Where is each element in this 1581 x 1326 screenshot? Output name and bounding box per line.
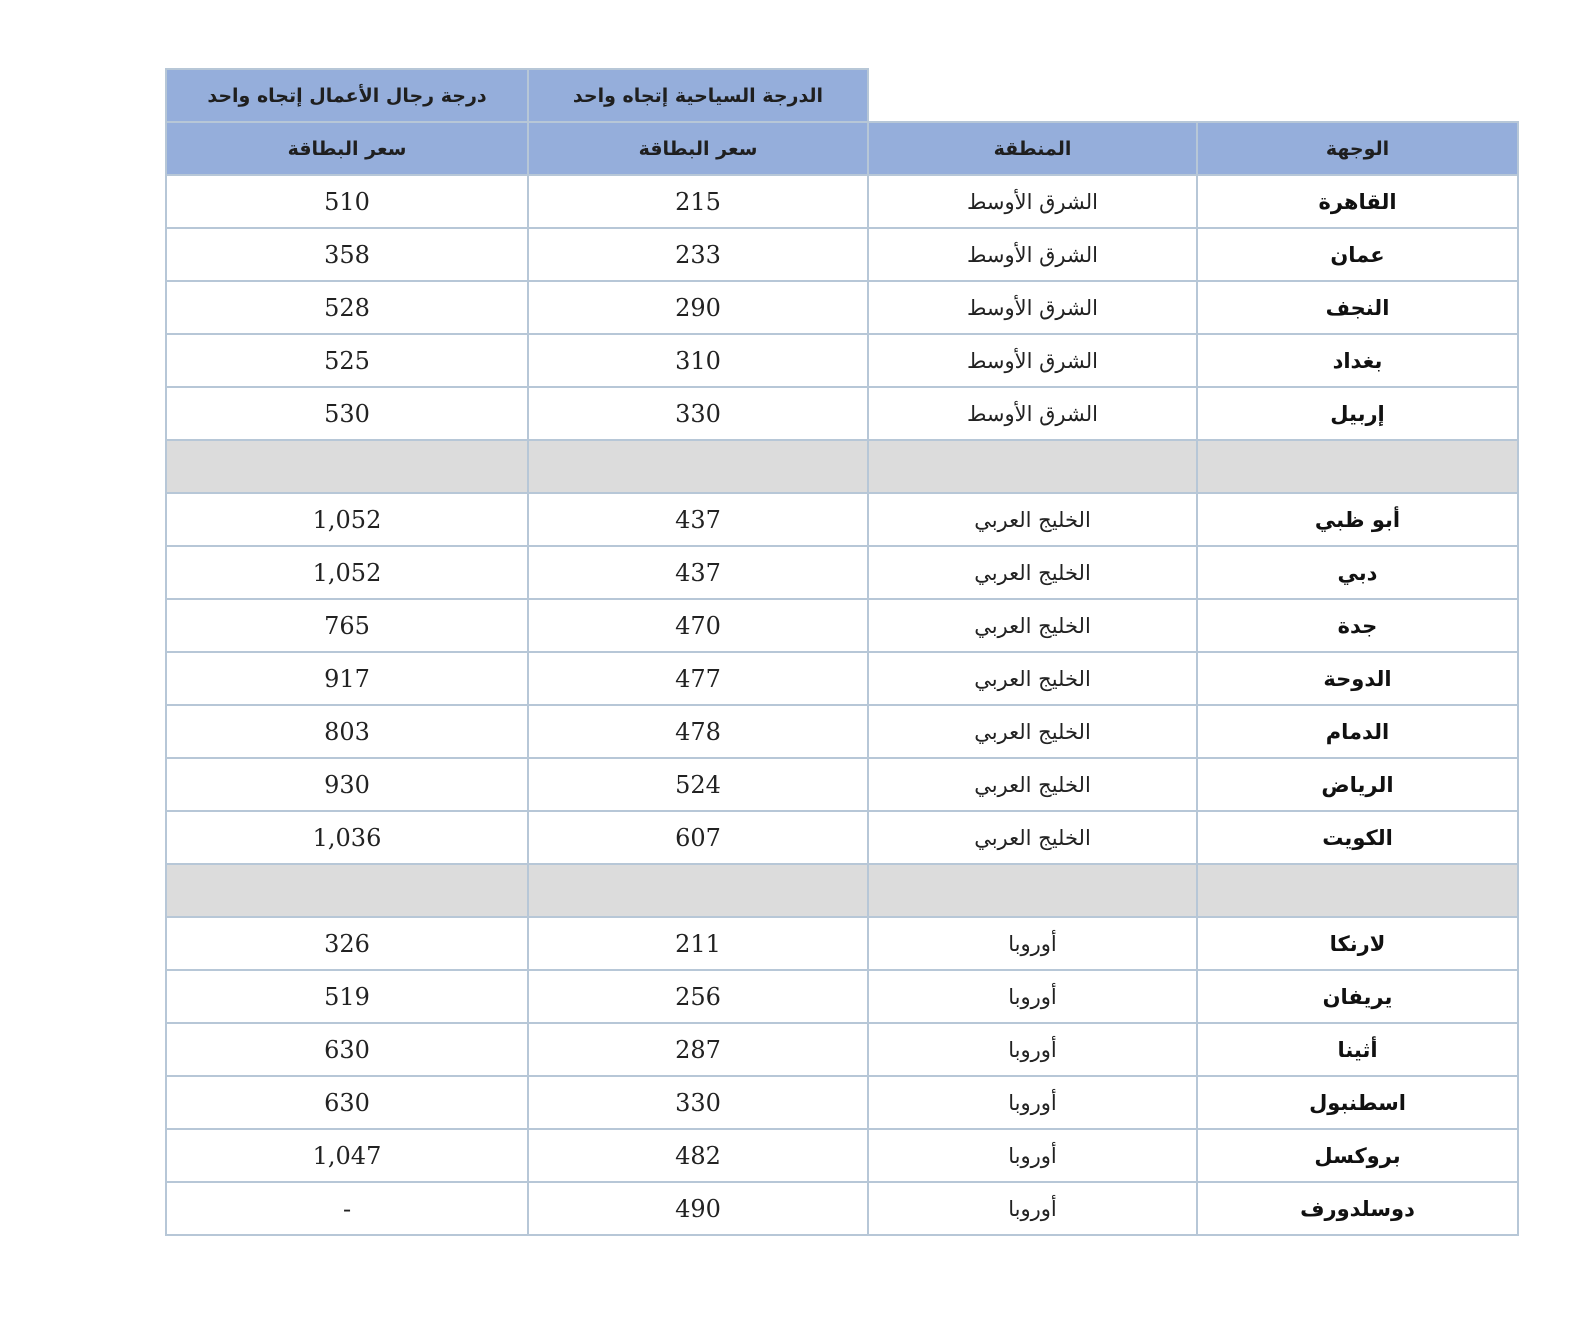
region-cell: أوروبا xyxy=(868,970,1197,1023)
business-price-cell: 1,052 xyxy=(166,493,528,546)
business-price-cell: 917 xyxy=(166,652,528,705)
tourist-price-cell: 211 xyxy=(528,917,868,970)
table-row xyxy=(166,917,1518,970)
business-price-cell: 519 xyxy=(166,970,528,1023)
table-row xyxy=(166,652,1518,705)
region-cell: الخليج العربي xyxy=(868,546,1197,599)
destination-header: الوجهة xyxy=(1197,122,1518,175)
destination-cell: بروكسل xyxy=(1197,1129,1518,1182)
separator-cell xyxy=(868,864,1197,917)
table-row xyxy=(166,387,1518,440)
business-price-cell: 326 xyxy=(166,917,528,970)
region-cell: الخليج العربي xyxy=(868,652,1197,705)
destination-cell: بغداد xyxy=(1197,334,1518,387)
tourist-price-cell: 477 xyxy=(528,652,868,705)
destination-cell: دبي xyxy=(1197,546,1518,599)
separator-cell xyxy=(1197,864,1518,917)
destination-cell: إربيل xyxy=(1197,387,1518,440)
destination-cell: الرياض xyxy=(1197,758,1518,811)
destination-cell: أبو ظبي xyxy=(1197,493,1518,546)
table-row xyxy=(166,811,1518,864)
business-price-cell: 1,052 xyxy=(166,546,528,599)
business-class-header: درجة رجال الأعمال إتجاه واحد xyxy=(166,69,528,122)
tourist-price-cell: 482 xyxy=(528,1129,868,1182)
separator-cell xyxy=(868,440,1197,493)
business-price-cell: 803 xyxy=(166,705,528,758)
tourist-price-cell: 290 xyxy=(528,281,868,334)
business-price-cell: 630 xyxy=(166,1023,528,1076)
tourist-price-header: سعر البطاقة xyxy=(528,122,868,175)
business-price-cell: 630 xyxy=(166,1076,528,1129)
separator-cell xyxy=(166,864,528,917)
table-row xyxy=(166,599,1518,652)
fares-table-body xyxy=(166,175,1518,1235)
tourist-price-cell: 256 xyxy=(528,970,868,1023)
fares-table xyxy=(165,68,1519,1236)
table-row xyxy=(166,175,1518,228)
separator-cell xyxy=(1197,440,1518,493)
table-row xyxy=(166,1129,1518,1182)
business-price-cell: 510 xyxy=(166,175,528,228)
region-cell: الخليج العربي xyxy=(868,599,1197,652)
business-price-cell: 528 xyxy=(166,281,528,334)
destination-cell: النجف xyxy=(1197,281,1518,334)
destination-cell: الكويت xyxy=(1197,811,1518,864)
tourist-price-cell: 524 xyxy=(528,758,868,811)
region-cell: الخليج العربي xyxy=(868,758,1197,811)
separator-cell xyxy=(166,440,528,493)
region-cell: أوروبا xyxy=(868,1023,1197,1076)
group-header-row xyxy=(166,69,1518,122)
region-cell: أوروبا xyxy=(868,1182,1197,1235)
business-price-cell: 358 xyxy=(166,228,528,281)
table-row xyxy=(166,1023,1518,1076)
tourist-price-cell: 233 xyxy=(528,228,868,281)
separator-cell xyxy=(528,440,868,493)
region-cell: أوروبا xyxy=(868,1129,1197,1182)
tourist-price-cell: 478 xyxy=(528,705,868,758)
region-cell: الشرق الأوسط xyxy=(868,281,1197,334)
destination-cell: الدوحة xyxy=(1197,652,1518,705)
business-price-cell: 930 xyxy=(166,758,528,811)
tourist-price-cell: 490 xyxy=(528,1182,868,1235)
header-blank-cell xyxy=(868,69,1518,122)
tourist-price-cell: 470 xyxy=(528,599,868,652)
destination-cell: يريفان xyxy=(1197,970,1518,1023)
region-cell: الشرق الأوسط xyxy=(868,334,1197,387)
table-row xyxy=(166,970,1518,1023)
destination-cell: اسطنبول xyxy=(1197,1076,1518,1129)
destination-cell: دوسلدورف xyxy=(1197,1182,1518,1235)
region-header: المنطقة xyxy=(868,122,1197,175)
destination-cell: الدمام xyxy=(1197,705,1518,758)
business-price-cell: 530 xyxy=(166,387,528,440)
tourist-price-cell: 330 xyxy=(528,1076,868,1129)
region-cell: الخليج العربي xyxy=(868,811,1197,864)
business-price-cell: 1,047 xyxy=(166,1129,528,1182)
table-row xyxy=(166,1182,1518,1235)
region-cell: الشرق الأوسط xyxy=(868,387,1197,440)
business-price-cell: - xyxy=(166,1182,528,1235)
tourist-price-cell: 310 xyxy=(528,334,868,387)
destination-cell: جدة xyxy=(1197,599,1518,652)
table-row xyxy=(166,493,1518,546)
region-cell: الشرق الأوسط xyxy=(868,175,1197,228)
section-separator-row xyxy=(166,440,1518,493)
business-price-header: سعر البطاقة xyxy=(166,122,528,175)
business-price-cell: 765 xyxy=(166,599,528,652)
tourist-price-cell: 287 xyxy=(528,1023,868,1076)
tourist-price-cell: 330 xyxy=(528,387,868,440)
column-header-row xyxy=(166,122,1518,175)
destination-cell: أثينا xyxy=(1197,1023,1518,1076)
table-row xyxy=(166,281,1518,334)
fares-table-container xyxy=(165,68,1517,1236)
region-cell: الخليج العربي xyxy=(868,705,1197,758)
table-row xyxy=(166,1076,1518,1129)
region-cell: أوروبا xyxy=(868,917,1197,970)
table-row xyxy=(166,546,1518,599)
destination-cell: القاهرة xyxy=(1197,175,1518,228)
table-row xyxy=(166,228,1518,281)
region-cell: أوروبا xyxy=(868,1076,1197,1129)
region-cell: الخليج العربي xyxy=(868,493,1197,546)
tourist-class-header: الدرجة السياحية إتجاه واحد xyxy=(528,69,868,122)
region-cell: الشرق الأوسط xyxy=(868,228,1197,281)
business-price-cell: 525 xyxy=(166,334,528,387)
table-row xyxy=(166,334,1518,387)
tourist-price-cell: 437 xyxy=(528,546,868,599)
tourist-price-cell: 607 xyxy=(528,811,868,864)
separator-cell xyxy=(528,864,868,917)
section-separator-row xyxy=(166,864,1518,917)
tourist-price-cell: 215 xyxy=(528,175,868,228)
tourist-price-cell: 437 xyxy=(528,493,868,546)
destination-cell: عمان xyxy=(1197,228,1518,281)
table-row xyxy=(166,705,1518,758)
table-row xyxy=(166,758,1518,811)
business-price-cell: 1,036 xyxy=(166,811,528,864)
destination-cell: لارنكا xyxy=(1197,917,1518,970)
